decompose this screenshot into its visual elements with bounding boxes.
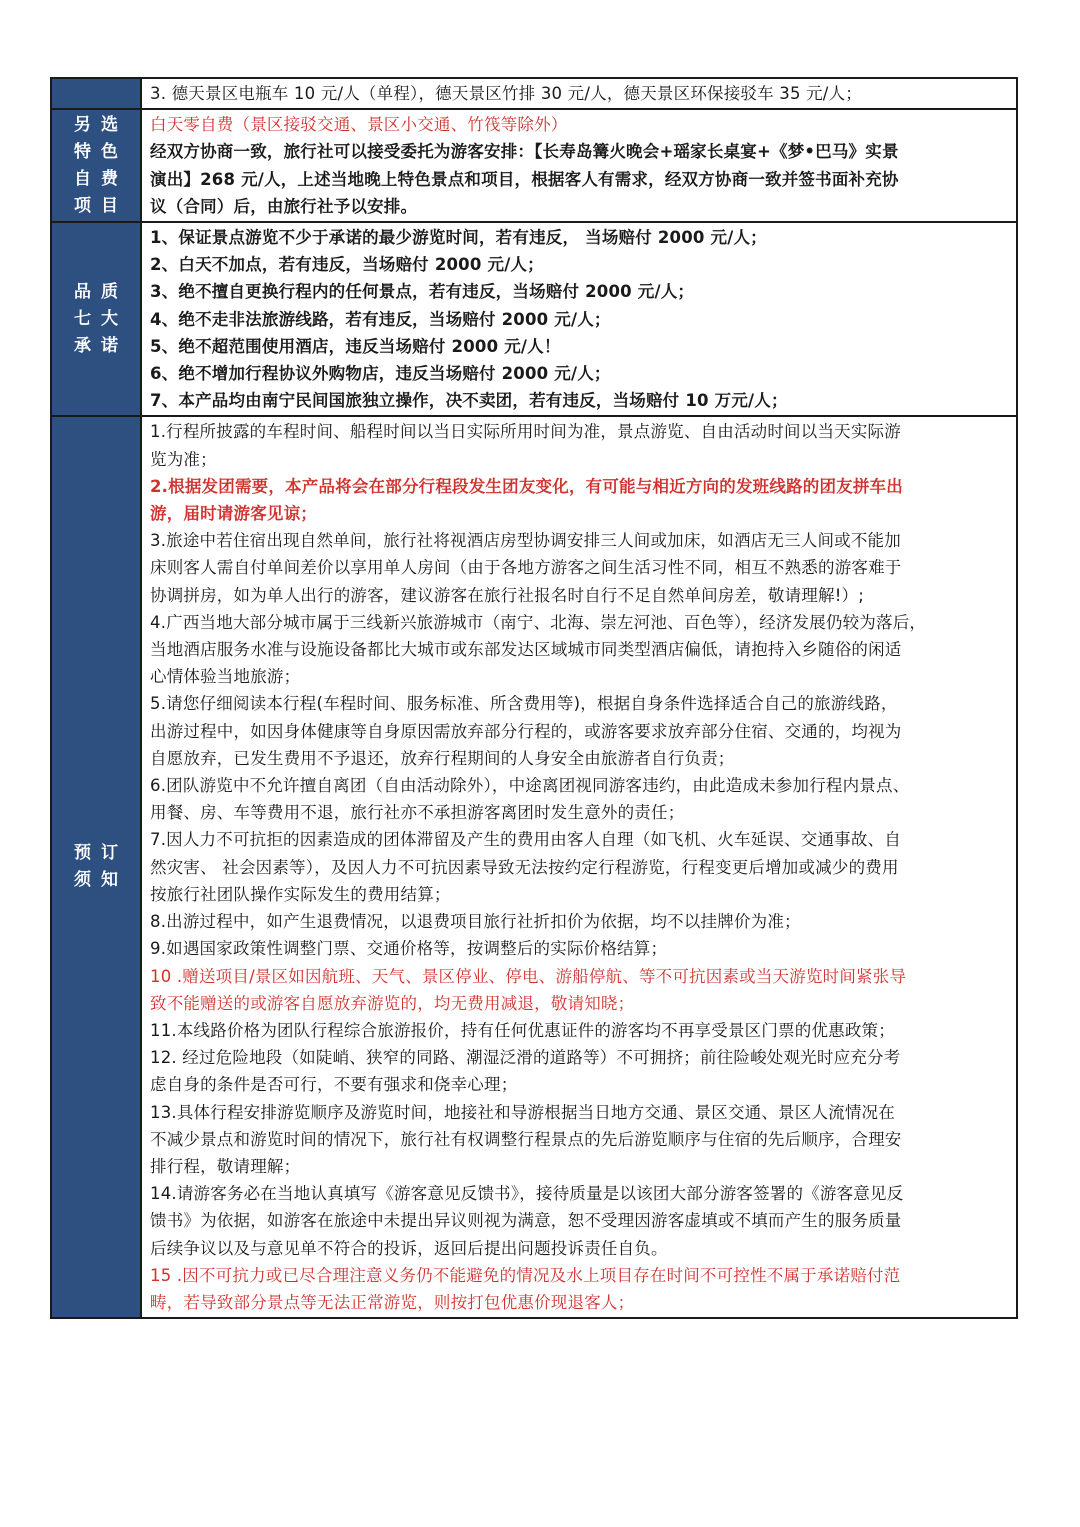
- text-line: 2.根据发团需要，本产品将会在部分行程段发生团友变化，有可能与相近方向的发班线路的团友拼车出: [150, 476, 903, 496]
- text-line: 5、绝不超范围使用酒店，违反当场赔付 2000 元/人！: [150, 336, 561, 356]
- text-line: 7、本产品均由南宁民间国旅独立操作，决不卖团，若有违反，当场赔付 10 万元/人；: [150, 391, 788, 411]
- text-line: 14.请游客务必在当地认真填写《游客意见反馈书》，接待质量是以该团大部分游客签署的《游客意见反: [150, 1184, 904, 1204]
- text-line: 畴，若导致部分景点等无法正常游览，则按打包优惠价现退客人；: [150, 1292, 635, 1312]
- text-line: 12. 经过危险地段（如陡峭、狭窄的同路、潮湿泛滑的道路等）不可拥挤；前往险峻处观光时应充分考: [150, 1048, 901, 1068]
- text-line: 1、保证景点游览不少于承诺的最少游览时间，若有违反， 当场赔付 2000 元/人；: [150, 228, 767, 248]
- text-line: 自愿放弃，已发生费用不予退还，放弃行程期间的人身安全由旅游者自行负责；: [150, 748, 735, 768]
- text-line: 然灾害、 社会因素等），及因人力不可抗因素导致无法按约定行程游览，行程变更后增加或减少的费用: [150, 857, 899, 877]
- text-line: 3、绝不擅自更换行程内的任何景点，若有违反，当场赔付 2000 元/人；: [150, 282, 695, 302]
- row-fees-continued: [51, 78, 1017, 109]
- row-label-text: 特色: [74, 141, 128, 162]
- row-label-fees-continued: [51, 78, 141, 109]
- text-line: 演出】268 元/人，上述当地晚上特色景点和项目，根据客人有需求，经双方协商一致并签书面补充协: [150, 169, 899, 189]
- row-content-booking-notes: [141, 416, 1017, 1318]
- row-label-text: 承诺: [74, 335, 128, 356]
- row-label-text: 预订: [74, 843, 128, 864]
- text-line: 3.旅途中若住宿出现自然单间，旅行社将视酒店房型协调安排三人间或加床，如酒店无三人间或不能加: [150, 531, 901, 551]
- text-line: 8.出游过程中，如产生退费情况，以退费项目旅行社折扣价为依据，均不以挂牌价为准；: [150, 912, 801, 932]
- text-line: 3. 德天景区电瓶车 10 元/人（单程），德天景区竹排 30 元/人，德天景区环保接驳车 35 元/人；: [150, 84, 862, 103]
- text-line: 5.请您仔细阅读本行程(车程时间、服务标准、所含费用等)，根据自身条件选择适合自己的旅游线路，: [150, 694, 898, 714]
- text-line: 虑自身的条件是否可行，不要有强求和侥幸心理；: [150, 1075, 518, 1095]
- row-quality-promises: [51, 222, 1017, 416]
- text-line: 致不能赠送的或游客自愿放弃游览的，均无费用减退，敬请知晓；: [150, 993, 635, 1013]
- text-line: 览为准；: [150, 449, 217, 469]
- itinerary-notice-table: [50, 77, 1018, 1319]
- row-optional-items: [51, 109, 1017, 222]
- text-line: 10 .赠送项目/景区如因航班、天气、景区停业、停电、游船停航、等不可抗因素或当天游览时间紧张导: [150, 966, 907, 986]
- text-line: 6.团队游览中不允许擅自离团（自由活动除外），中途离团视同游客违约，由此造成未参加行程内景点、: [150, 776, 910, 796]
- text-line: 1.行程所披露的车程时间、船程时间以当日实际所用时间为准，景点游览、自由活动时间以当天实际游: [150, 422, 901, 442]
- text-line: 7.因人力不可抗拒的因素造成的团体滞留及产生的费用由客人自理（如飞机、火车延误、交通事故、自: [150, 830, 901, 850]
- text-line: 游，届时请游客见谅；: [150, 504, 317, 524]
- row-booking-notes: [51, 416, 1017, 1318]
- text-line: 议（合同）后，由旅行社予以安排。: [150, 196, 418, 216]
- text-line: 11.本线路价格为团队行程综合旅游报价，持有任何优惠证件的游客均不再享受景区门票的优惠政策；: [150, 1020, 895, 1040]
- text-line: 13.具体行程安排游览顺序及游览时间，地接社和导游根据当日地方交通、景区交通、景区人流情况在: [150, 1102, 895, 1122]
- table-body: [51, 78, 1017, 1318]
- row-label-text: 自费: [74, 168, 128, 189]
- text-line: 2、白天不加点，若有违反，当场赔付 2000 元/人；: [150, 255, 544, 275]
- text-line: 当地酒店服务水准与设施设备都比大城市或东部发达区域城市同类型酒店偏低，请抱持入乡随俗的闲适: [150, 640, 902, 660]
- text-line: 4、绝不走非法旅游线路，若有违反，当场赔付 2000 元/人；: [150, 309, 611, 329]
- text-line: 心情体验当地旅游；: [150, 667, 301, 687]
- text-line: 床则客人需自付单间差价以享用单人房间（由于各地方游客之间生活习性不同，相互不熟悉的游客难于: [150, 558, 902, 578]
- row-content-quality-promises: [141, 222, 1017, 416]
- text-line: 馈书》为依据，如游客在旅途中未提出异议则视为满意，恕不受理因游客虚填或不填而产生的服务质量: [150, 1211, 902, 1231]
- text-line: 15 .因不可抗力或已尽合理注意义务仍不能避免的情况及水上项目存在时间不可控性不属于承诺赔付范: [150, 1265, 901, 1285]
- row-label-text: 品质: [74, 281, 128, 302]
- row-label-quality-promises: [51, 222, 141, 416]
- text-line: 排行程，敬请理解；: [150, 1156, 301, 1176]
- text-line: 不减少景点和游览时间的情况下，旅行社有权调整行程景点的先后游览顺序与住宿的先后顺序，合理安: [150, 1129, 902, 1149]
- text-line: 后续争议以及与意见单不符合的投诉，返回后提出问题投诉责任自负。: [150, 1238, 668, 1258]
- text-line: 经双方协商一致，旅行社可以接受委托为游客安排：【长寿岛篝火晚会+瑶家长桌宴+《梦•巴马》实景: [150, 142, 899, 162]
- text-line: 出游过程中，如因身体健康等自身原因需放弃部分行程的，或游客要求放弃部分住宿、交通的，均视为: [150, 721, 902, 741]
- text-line: 按旅行社团队操作实际发生的费用结算；: [150, 884, 451, 904]
- text-line: 协调拼房，如为单人出行的游客，建议游客在旅行社报名时自行不足自然单间房差，敬请理解!）;: [150, 585, 864, 605]
- row-label-optional-items: [51, 109, 141, 222]
- text-line: 6、绝不增加行程协议外购物店，违反当场赔付 2000 元/人；: [150, 364, 611, 384]
- text-line: 4.广西当地大部分城市属于三线新兴旅游城市（南宁、北海、崇左河池、百色等），经济发展仍较为落后，: [150, 612, 927, 632]
- text-line: 9.如遇国家政策性调整门票、交通价格等，按调整后的实际价格结算；: [150, 939, 668, 959]
- row-label-text: 另选: [74, 114, 128, 135]
- row-label-text: 七大: [74, 308, 128, 329]
- row-label-booking-notes: [51, 416, 141, 1318]
- row-label-text: 须知: [74, 870, 128, 891]
- text-line: 白天零自费（景区接驳交通、景区小交通、竹筏等除外）: [150, 115, 568, 135]
- row-label-text: 项目: [74, 195, 128, 216]
- row-content-fees-continued: [141, 78, 1017, 109]
- text-line: 用餐、房、车等费用不退，旅行社亦不承担游客离团时发生意外的责任；: [150, 803, 685, 823]
- row-content-optional-items: [141, 109, 1017, 222]
